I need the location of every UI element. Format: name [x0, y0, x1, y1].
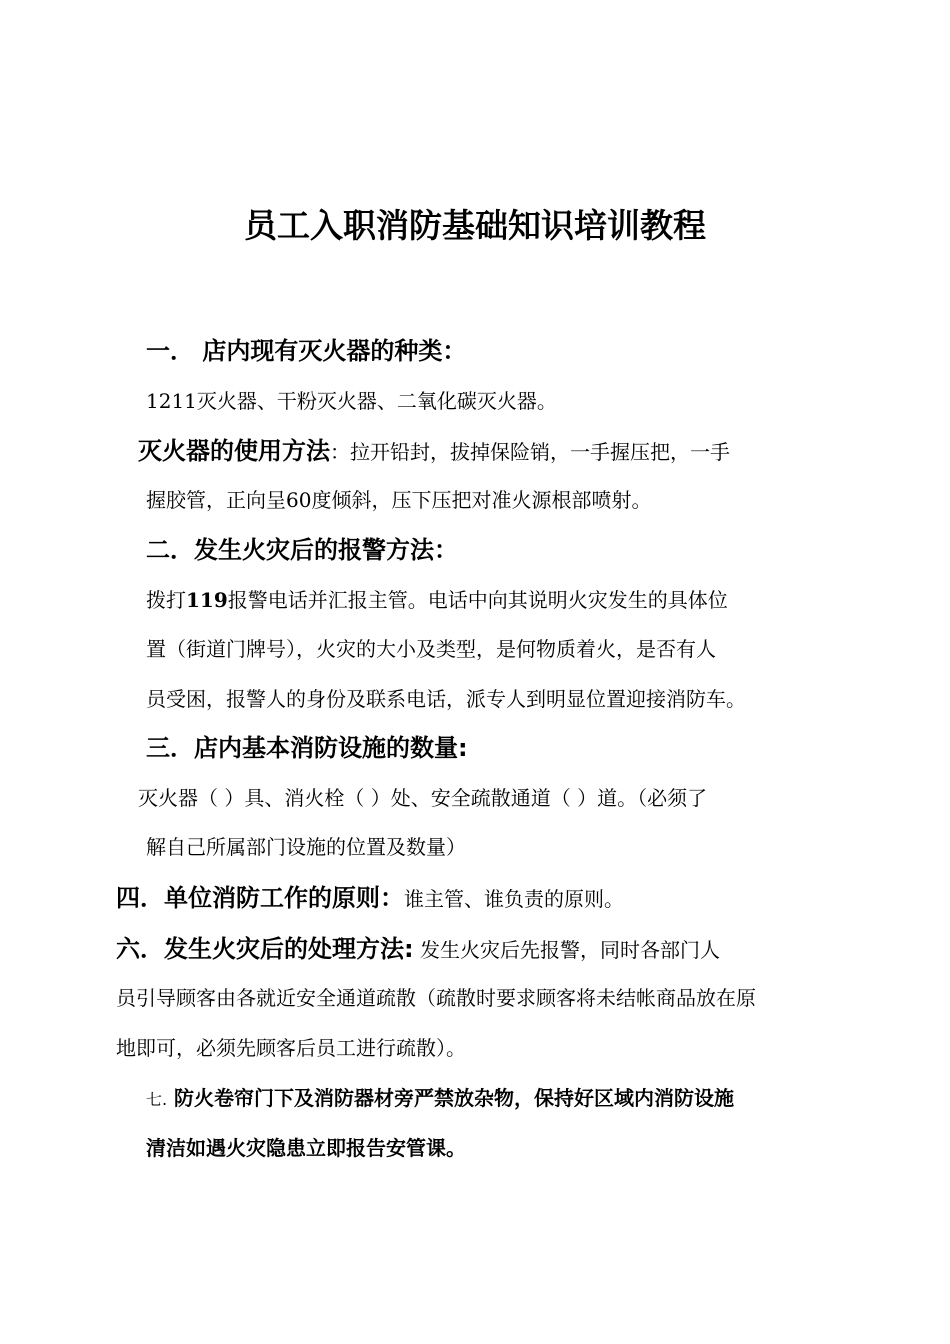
section-6-line-2: 员引导顾客由各就近安全通道疏散（疏散时要求顾客将未结帐商品放在原 — [116, 986, 756, 1010]
section-2-heading: 二．发生火灾后的报警方法： — [146, 536, 458, 564]
alarm-number: 119 — [186, 588, 228, 612]
section-4 — [116, 883, 624, 914]
usage-paragraph-line-1 — [138, 436, 730, 467]
section-7-line-2: 清洁如遇火灾隐患立即报告安管课。 — [146, 1136, 466, 1160]
usage-text-1: ：拉开铅封，拔掉保险销，一手握压把，一手 — [330, 440, 730, 464]
section-6-line-1 — [116, 934, 720, 965]
usage-paragraph-line-2: 握胶管，正向呈60度倾斜，压下压把对准火源根部喷射。 — [146, 488, 652, 512]
section-6-line-3: 地即可，必须先顾客后员工进行疏散）。 — [116, 1036, 466, 1060]
extinguisher-types: 1211灭火器、干粉灭火器、二氧化碳灭火器。 — [146, 389, 557, 413]
section-1-heading: 一． 店内现有灭火器的种类： — [146, 337, 467, 365]
alarm-line-1-pre: 拨打 — [146, 588, 186, 612]
alarm-line-1-post: 报警电话并汇报主管。电话中向其说明火灾发生的具体位 — [227, 588, 728, 612]
section-7-number: 七. — [146, 1090, 168, 1109]
section-4-heading: 四．单位消防工作的原则： — [116, 884, 404, 912]
alarm-line-3: 员受困，报警人的身份及联系电话，派专人到明显位置迎接消防车。 — [146, 687, 746, 711]
facilities-line-2: 解自己所属部门设施的位置及数量） — [146, 835, 466, 859]
usage-heading: 灭火器的使用方法 — [138, 437, 330, 465]
section-3-heading: 三．店内基本消防设施的数量: — [146, 734, 468, 762]
section-6-text-1: 发生火灾后先报警，同时各部门人 — [413, 938, 720, 962]
section-7-text-1: 防火卷帘门下及消防器材旁严禁放杂物，保持好区域内消防设施 — [167, 1086, 735, 1110]
facilities-line-1: 灭火器（ ）具、消火栓（ ）处、安全疏散通道（ ）道。（必须了 — [138, 786, 708, 810]
alarm-line-2: 置（街道门牌号），火灾的大小及类型，是何物质着火，是否有人 — [146, 637, 716, 661]
section-6-heading: 六．发生火灾后的处理方法: — [116, 935, 414, 963]
alarm-line-1 — [146, 585, 728, 615]
document-title: 员工入职消防基础知识培训教程 — [244, 206, 706, 245]
section-7-line-1 — [146, 1083, 734, 1115]
section-4-text: 谁主管、谁负责的原则。 — [404, 887, 624, 911]
